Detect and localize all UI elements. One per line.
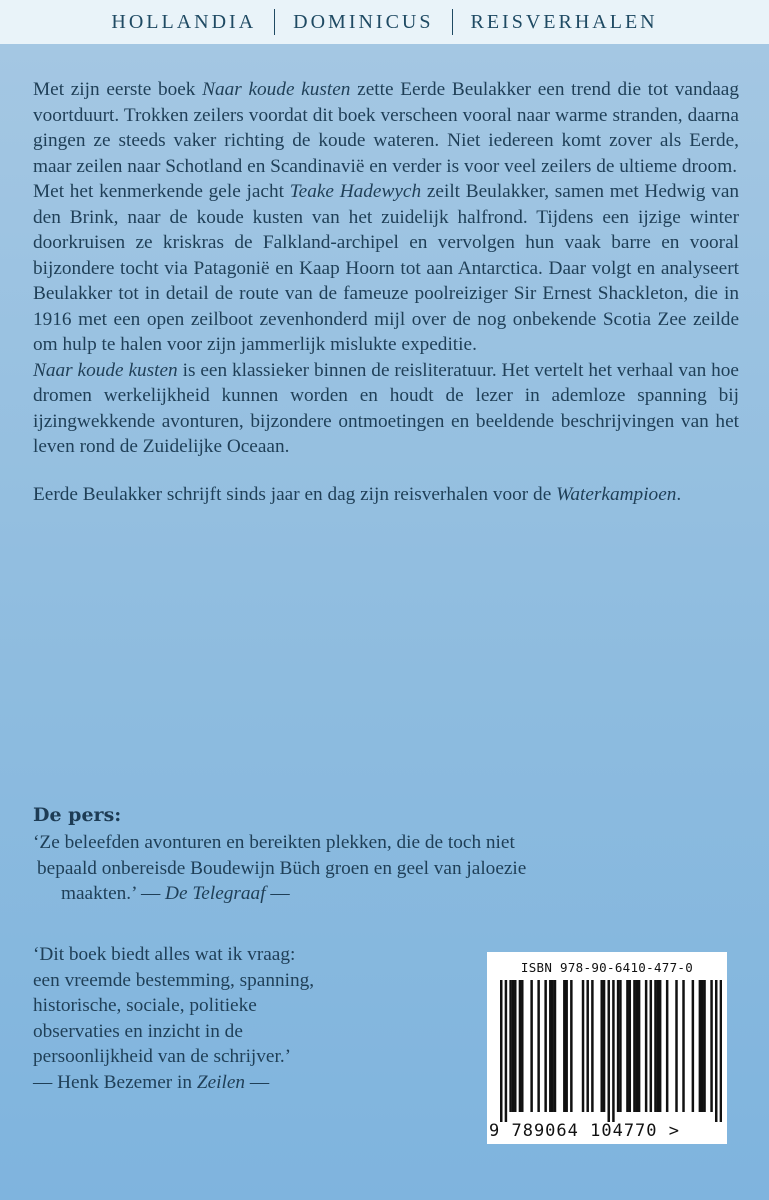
barcode-bar <box>657 980 659 1112</box>
barcode-bar <box>629 980 631 1112</box>
barcode-bar <box>633 980 635 1112</box>
ean-barcode <box>500 980 722 1122</box>
barcode-bar <box>505 980 507 1122</box>
barcode-bar <box>703 980 705 1112</box>
barcode-bar <box>500 980 502 1122</box>
barcode-bar <box>554 980 556 1112</box>
press-quote-telegraaf: ‘Ze beleefden avonturen en bereikten plekken, die de toch niet bepaald onbereisde Boudewijn Büch groen en geel van jaloezie maakten.’ — De Telegraaf — <box>33 832 527 904</box>
book-title: Naar koude kusten <box>202 79 351 100</box>
barcode-bar <box>591 980 593 1112</box>
barcode-bar <box>582 980 584 1112</box>
barcode-bar <box>617 980 619 1112</box>
barcode-bar <box>659 980 661 1112</box>
barcode-bar <box>612 980 614 1122</box>
barcode-bar <box>645 980 647 1112</box>
series-reisverhalen: REISVERHALEN <box>470 10 658 33</box>
ean-digits: 9 789064 104770 > <box>489 1121 680 1141</box>
quote-source: De Telegraaf <box>165 883 266 904</box>
barcode-bar <box>509 980 511 1112</box>
barcode-bar <box>603 980 605 1112</box>
press-quote-zeilen: ‘Dit boek biedt alles wat ik vraag: een vreemde bestemming, spanning, historische, sociale, politieke observaties en inzicht in de persoonlijkheid van de schrijver.’ — Henk Bezemer in Zeilen — <box>33 944 315 1093</box>
quote-source: Zeilen <box>196 1071 246 1093</box>
barcode-bar <box>638 980 640 1112</box>
barcode-bar <box>636 980 638 1112</box>
press-heading: De pers: <box>33 804 122 826</box>
blurb-paragraph-1: Met zijn eerste boek Naar koude kusten zette Eerde Beulakker een trend die tot vandaag voortduurt. Trokken zeilers voordat dit boek verscheen vooral naar warme stranden, daarna gingen ze steeds vaker richting de koude wateren. Niet iedereen komt zover als Eerde, maar zeilen naar Schotland en Scandinavië en verder is voor veel zeilers de ultieme droom. <box>33 79 739 177</box>
barcode-bar <box>570 980 572 1112</box>
header-divider <box>274 9 275 35</box>
barcode-bar <box>537 980 539 1112</box>
barcode-bar <box>521 980 523 1112</box>
book-title: Naar koude kusten <box>33 359 178 381</box>
barcode-bar <box>600 980 602 1112</box>
barcode-bar <box>512 980 514 1112</box>
series-hollandia: HOLLANDIA <box>111 10 257 33</box>
barcode-bar <box>701 980 703 1112</box>
header-divider <box>452 9 453 35</box>
magazine-name: Waterkampioen <box>556 483 677 505</box>
barcode-bar <box>654 980 656 1112</box>
barcode-bar <box>682 980 684 1112</box>
barcode-bar <box>720 980 722 1122</box>
barcode-bar <box>666 980 668 1112</box>
blurb <box>33 77 739 507</box>
barcode-bar <box>563 980 565 1112</box>
barcode-bar <box>710 980 712 1112</box>
barcode-bar <box>715 980 717 1122</box>
series-header <box>0 0 769 44</box>
barcode-bar <box>544 980 546 1112</box>
blurb-paragraph-4: Eerde Beulakker schrijft sinds jaar en dag zijn reisverhalen voor de Waterkampioen. <box>33 483 682 505</box>
barcode-bar <box>551 980 553 1112</box>
barcode-bar <box>530 980 532 1112</box>
blurb-paragraph-2: Met het kenmerkende gele jacht Teake Hadewych zeilt Beulakker, samen met Hedwig van den Brink, naar de koude kusten van het zuidelijk halfrond. Tijdens een ijzige winter doorkruisen ze kriskras de Falkland-archipel en vervolgen hun vaak barre en vooral bijzondere tocht via Patagonië en Kaap Hoorn tot aan Antarctica. Daar volgt en analyseert Beulakker tot in detail de route van de fameuze poolreiziger Sir Ernest Shackleton, die in 1916 met een open zeilboot zevenhonderd mijl over de nog onbekende Scotia Zee zeilde om hulp te halen voor zijn jammerlijk mislukte expeditie. <box>33 181 740 355</box>
barcode-bar <box>565 980 567 1112</box>
yacht-name: Teake Hadewych <box>289 181 422 202</box>
barcode-bar <box>607 980 609 1122</box>
barcode-bar <box>619 980 621 1112</box>
barcode-bar <box>675 980 677 1112</box>
barcode-bar <box>699 980 701 1112</box>
blurb-paragraph-3: Naar koude kusten is een klassieker binnen de reisliteratuur. Het vertelt het verhaal van hoe dromen werkelijkheid kunnen worden en houdt de lezer in ademloze spanning bij ijzingwekkende avonturen, bijzondere ontmoetingen en beeldende beschrijvingen van het leven rond de Zuidelijke Oceaan. <box>33 359 739 457</box>
barcode-bar <box>692 980 694 1112</box>
barcode-bar <box>519 980 521 1112</box>
barcode-bar <box>586 980 588 1112</box>
isbn-label: ISBN 978-90-6410-477-0 <box>520 960 694 975</box>
barcode-bar <box>626 980 628 1112</box>
barcode-bar <box>650 980 652 1112</box>
series-dominicus: DOMINICUS <box>293 10 434 33</box>
barcode-bar <box>549 980 551 1112</box>
barcode-bar <box>514 980 516 1112</box>
